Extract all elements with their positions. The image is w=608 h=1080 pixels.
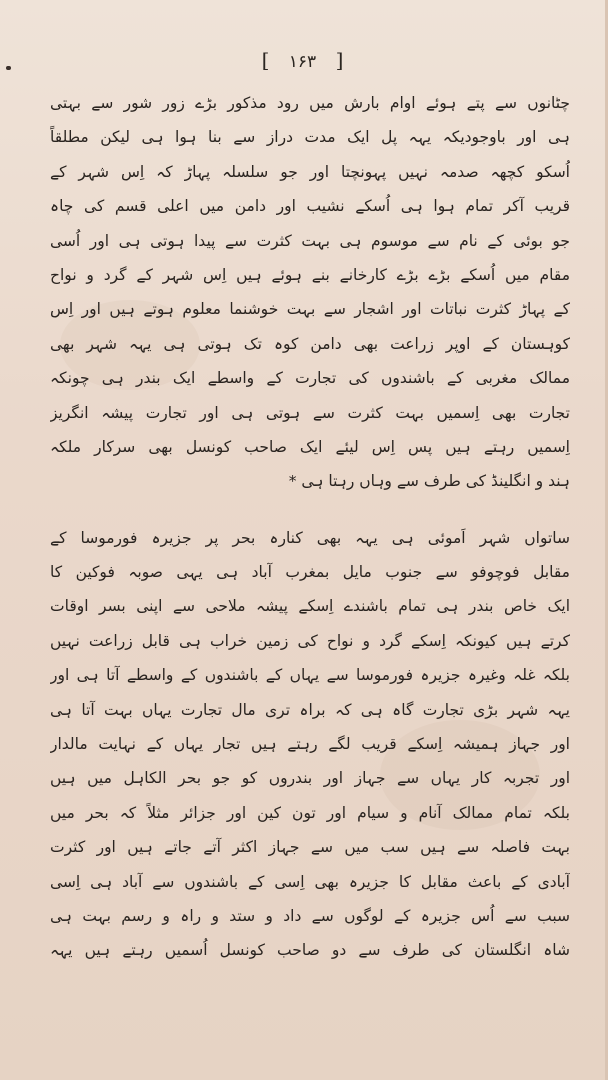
text-line: ساتواں شہر اَموئی ہی یہہ بھی کنارہ بحر پر جزیرہ فورموسا کے (50, 528, 570, 547)
body-text (50, 86, 570, 968)
text-line: بلکہ تمام ممالک آنام و سیام اور تون کین اور جزائر مثلاً کہ بحر میں (50, 803, 570, 822)
text-line: کے پہاڑ کثرت نباتات اور اشجار سے بہت خوشنما معلوم ہوتے ہیں اور اِس (50, 300, 570, 319)
text-line: کرتے ہیں کیونکہ اِسکے گرد و نواح کی زمین خراب ہی قابل زراعت نہیں (50, 631, 570, 650)
text-line: جو بوئی کے نام سے موسوم ہی بہت کثرت سے پیدا ہوتی ہی اور اُسی (50, 231, 570, 250)
paragraph (50, 86, 570, 499)
paragraph-gap (50, 499, 570, 521)
text-line: یہہ شہر بڑی تجارت گاہ ہی کہ براہ تری مال تجارت یہاں بہت آتا ہی (50, 700, 570, 719)
text-line: تجارت بھی اِسمیں بہت کثرت سے ہوتی ہی اور تجارت پیشہ انگریز (50, 403, 570, 422)
text-line: اور جہاز ہمیشہ اِسکے قریب لگے رہتے ہیں تجار یہاں کے نہایت مالدار (50, 735, 570, 754)
page-number: ۱۶۳ (288, 52, 317, 72)
text-line: مقابل فوچوفو سے جنوب مایل بمغرب آباد ہی یہی صوبہ فوکین کا (50, 563, 570, 582)
text-line: اور تجربہ کار یہاں سے جہاز اور بندروں کو جو بحر الکاہل میں ہیں (50, 769, 570, 788)
text-line: آبادی کے باعث مقابل کا جزیرہ بھی اِسی کے باشندوں سے آباد ہی اِسی (50, 872, 570, 891)
paragraph (50, 521, 570, 968)
text-line: قریب آکر تمام ہوا ہی اُسکے نشیب اور دامن میں اعلی قسم کی چاہ (50, 197, 570, 216)
text-line: ہند و انگلینڈ کی طرف سے وہاں رہتا ہی * (288, 472, 570, 491)
text-line: کوہستان کے اوپر زراعت بھی دامن کوہ تک ہوتی ہی یہہ شہر بھی (50, 334, 570, 353)
text-line: ایک خاص بندر ہی تمام باشندے اِسکے پیشہ ملاحی سے اپنی بسر اوقات (50, 597, 570, 616)
text-line: ہی اور باوجودیکہ یہہ پل ایک مدت دراز سے بنا ہوا ہی لیکن مطلقاً (50, 128, 570, 147)
text-line: اُسکو کچھہ صدمہ نہیں پہونچتا اور جو سلسلہ پہاڑ کہ اِس شہر کے (50, 162, 570, 181)
bracket-open: [ (261, 48, 270, 72)
text-line: شاہ انگلستان کی طرف سے دو صاحب کونسل اُسمیں رہتے ہیں یہہ (50, 941, 570, 960)
text-line: اِسمیں رہتے ہیں پس اِس لیئے ایک صاحب کونسل بھی سرکار ملکہ (50, 437, 570, 456)
text-line: ممالک مغربی کے باشندوں کی تجارت کے واسطے ایک بندر ہی چونکہ (50, 369, 570, 388)
page-header (0, 48, 605, 72)
text-line: بلکہ غلہ وغیرہ جزیرہ فورموسا سے یہاں کے باشندوں کے واسطے آتا ہی اور (50, 666, 570, 685)
text-line: بہت فاصلہ سے ہیں سب میں سے جہاز اکثر آتے جاتے ہیں اور کثرت (50, 838, 570, 857)
text-line: سبب سے اُس جزیرہ کے لوگوں سے داد و ستد و راہ و رسم بہت ہی (50, 906, 570, 925)
bracket-close: ] (335, 48, 344, 72)
text-line: مقام میں اُسکے بڑے بڑے کارخانے بنے ہوئے ہیں اِس شہر کے گرد و نواح (50, 265, 570, 284)
text-line: چٹانوں سے پتے ہوئے اوام بارش میں رود مذکور بڑے زور شور سے بہتی (50, 94, 570, 112)
